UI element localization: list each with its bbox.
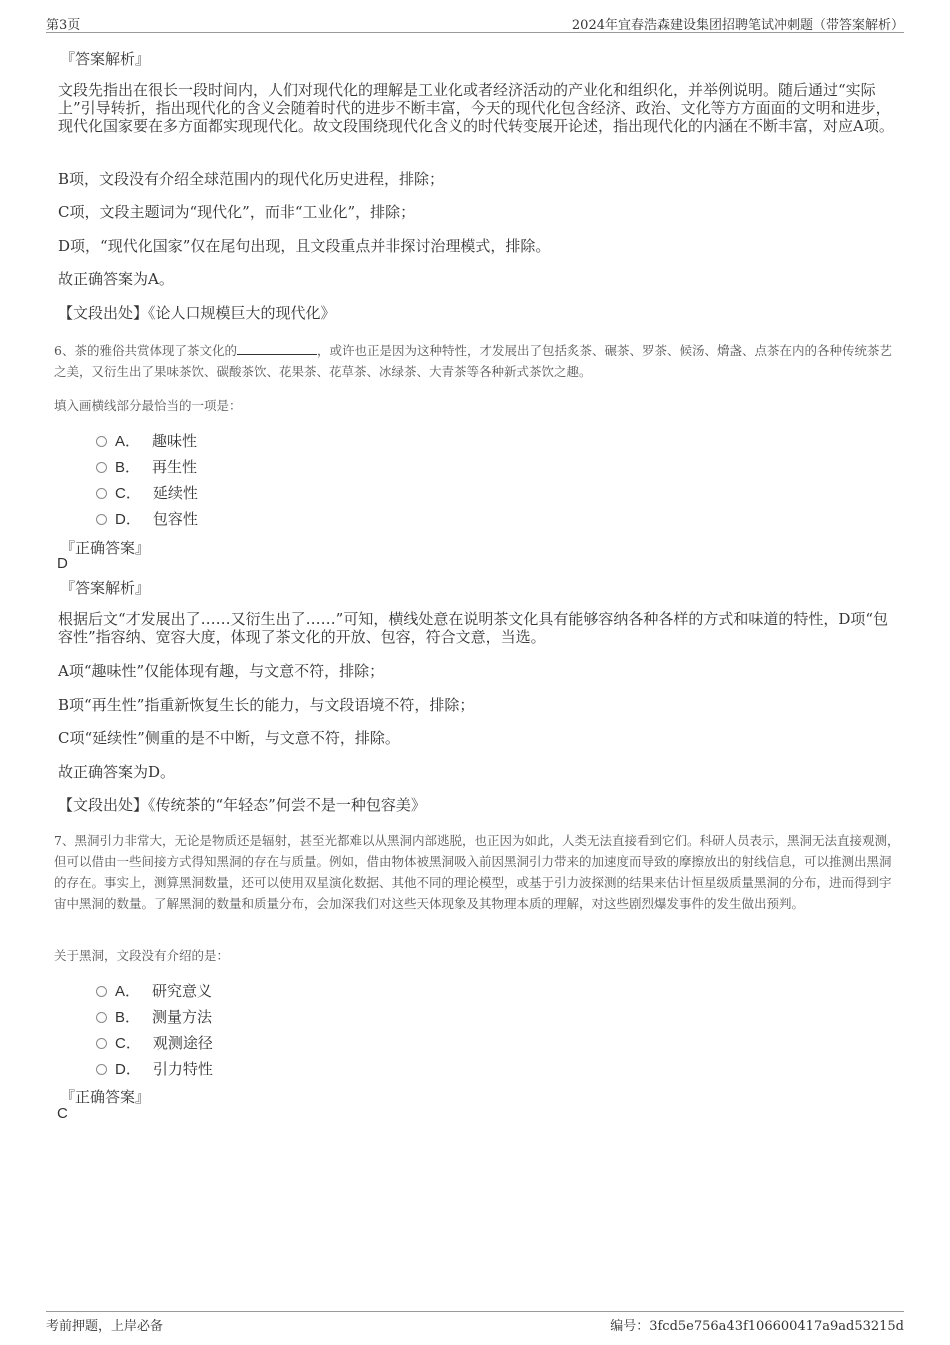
answer-analysis-label: 『答案解析』	[60, 50, 151, 68]
passage-source: 【文段出处】《论人口规模巨大的现代化》	[58, 304, 336, 322]
question-7-option-c[interactable]: C． 观测途径	[96, 1032, 213, 1053]
analysis-paragraph: A项“趣味性”仅能体现有趣，与文意不符，排除；	[58, 662, 385, 680]
correct-answer-label: 『正确答案』	[60, 1088, 151, 1106]
analysis-conclusion: 故正确答案为A。	[58, 270, 174, 288]
analysis-conclusion: 故正确答案为D。	[58, 763, 176, 781]
question-6-option-c[interactable]: C． 延续性	[96, 482, 198, 503]
radio-button-icon[interactable]	[96, 1064, 107, 1075]
analysis-paragraph: 根据后文“才发展出了……又衍生出了……”可知，横线处意在说明茶文化具有能够容纳各种各样的方式和味道的特性，D项“包容性”指容纳、宽容大度，体现了茶文化的开放、包容，符合文意，当选。	[58, 610, 889, 646]
answer-blank	[237, 342, 317, 355]
radio-button-icon[interactable]	[96, 986, 107, 997]
question-6-text-end: ，或许也正是因为这种特性，才发展出了包括炙茶、碾茶、罗茶、候汤、熁盏、点茶在内的各种传统茶艺之美，又衍生出了果味茶饮、碳酸茶饮、花果茶、花草茶、冰绿茶、大青茶等各种新式茶饮之趣。	[54, 343, 892, 379]
radio-button-icon[interactable]	[96, 436, 107, 447]
radio-button-icon[interactable]	[96, 514, 107, 525]
question-7-option-d[interactable]: D． 引力特性	[96, 1058, 213, 1079]
question-6-option-d[interactable]: D． 包容性	[96, 508, 198, 529]
radio-button-icon[interactable]	[96, 462, 107, 473]
question-6-prompt: 填入画横线部分最恰当的一项是：	[54, 398, 242, 413]
question-6-text-start: 6、茶的雅俗共赏体现了茶文化的	[54, 343, 237, 358]
correct-answer-value: D	[57, 555, 68, 572]
analysis-paragraph: 文段先指出在很长一段时间内，人们对现代化的理解是工业化或者经济活动的产业化和组织化，并举例说明。随后通过“实际上”引导转折，指出现代化的含义会随着时代的进步不断丰富，今天的现代化包含经济、政治、文化等方方面面的文明和进步，现代化国家要在多方面都实现现代化。故文段围绕现代化含义的时代转变展开论述，指出现代化的内涵在不断丰富，对应A项。	[58, 81, 894, 135]
page-number: 第3页	[46, 18, 81, 33]
passage-source: 【文段出处】《传统茶的“年轻态”何尝不是一种包容美》	[58, 796, 426, 814]
question-7-prompt: 关于黑洞，文段没有介绍的是：	[54, 948, 230, 963]
footer-slogan: 考前押题，上岸必备	[46, 1319, 164, 1334]
question-6-option-b[interactable]: B． 再生性	[96, 456, 197, 477]
analysis-paragraph: B项“再生性”指重新恢复生长的能力，与文段语境不符，排除；	[58, 696, 475, 714]
page-header	[46, 12, 904, 33]
correct-answer-value: C	[57, 1105, 68, 1122]
document-title: 2024年宜春浩森建设集团招聘笔试冲刺题（带答案解析）	[571, 18, 904, 33]
analysis-paragraph: C项，文段主题词为“现代化”，而非“工业化”，排除；	[58, 203, 416, 221]
question-6-text	[54, 340, 900, 382]
page-footer	[46, 1311, 904, 1332]
analysis-paragraph: D项，“现代化国家”仅在尾句出现，且文段重点并非探讨治理模式，排除。	[58, 237, 551, 255]
question-6-option-a[interactable]: A． 趣味性	[96, 430, 197, 451]
question-7-option-b[interactable]: B． 测量方法	[96, 1006, 212, 1027]
correct-answer-label: 『正确答案』	[60, 539, 151, 557]
analysis-paragraph: C项“延续性”侧重的是不中断，与文意不符，排除。	[58, 729, 400, 747]
question-7-text: 7、黑洞引力非常大，无论是物质还是辐射，甚至光都难以从黑洞内部逃脱，也正因为如此，人类无法直接看到它们。科研人员表示，黑洞无法直接观测，但可以借由一些间接方式得知黑洞的存在与质量。例如，借由物体被黑洞吸入前因黑洞引力带来的加速度而导致的摩擦放出的射线信息，可以推测出黑洞的存在。事实上，测算黑洞数量，还可以使用双星演化数据、其他不同的理论模型，或基于引力波探测的结果来估计恒星级质量黑洞的分布，进而得到宇宙中黑洞的数量。了解黑洞的数量和质量分布，会加深我们对这些天体现象及其物理本质的理解，对这些剧烈爆发事件的发生做出预判。	[54, 833, 900, 911]
radio-button-icon[interactable]	[96, 1038, 107, 1049]
radio-button-icon[interactable]	[96, 1012, 107, 1023]
question-7-option-a[interactable]: A． 研究意义	[96, 980, 212, 1001]
analysis-paragraph: B项，文段没有介绍全球范围内的现代化历史进程，排除；	[58, 170, 445, 188]
answer-analysis-label: 『答案解析』	[60, 579, 151, 597]
document-id: 编号：3fcd5e756a43f106600417a9ad53215d	[610, 1319, 904, 1334]
radio-button-icon[interactable]	[96, 488, 107, 499]
